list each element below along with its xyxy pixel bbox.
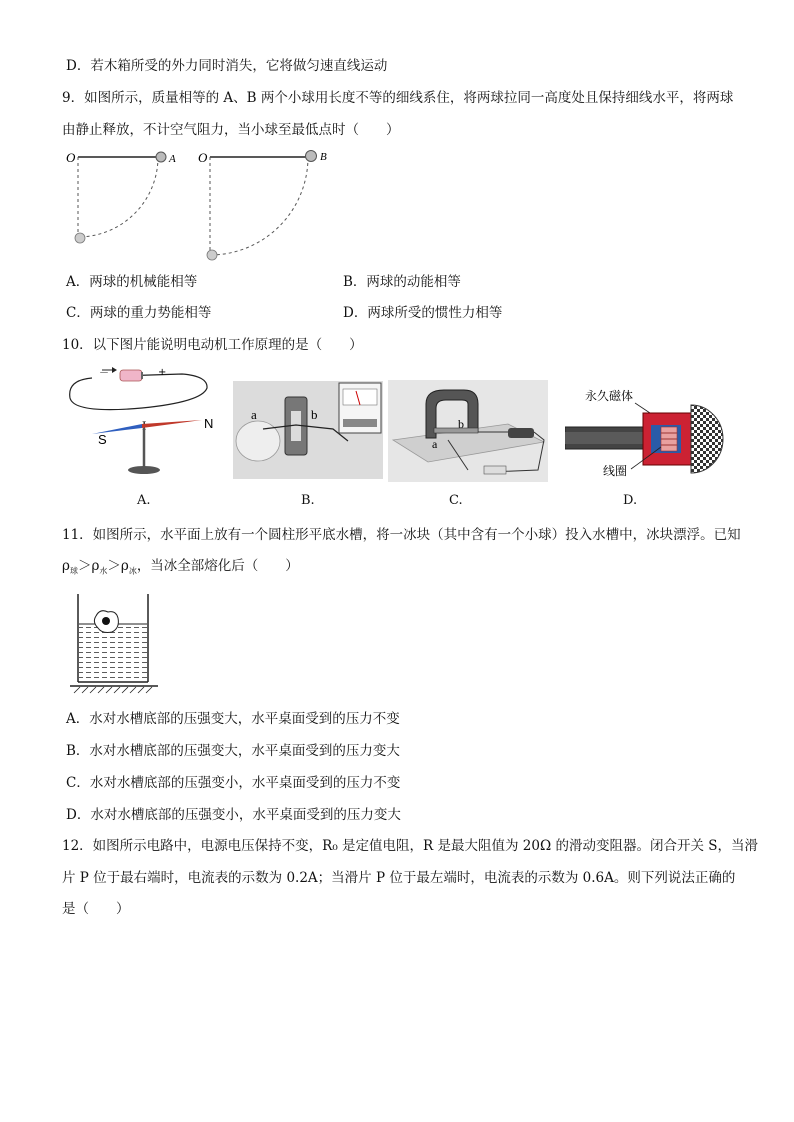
q10d-label-magnet: 永久磁体 <box>585 389 634 403</box>
q9-option-b: B．两球的动能相等 <box>343 274 461 290</box>
q10a-label-s: S <box>98 432 107 447</box>
q10-figure-b <box>233 381 383 479</box>
q9-label-b: B <box>320 151 327 163</box>
q10c-rod <box>434 428 478 433</box>
q10c-label-b: b <box>458 417 464 431</box>
q10d-mesh-head <box>691 405 723 473</box>
q9-stem-line2: 由静止释放，不计空气阻力，当小球至最低点时（ ） <box>62 122 400 138</box>
q9-label-o1: O <box>66 150 76 165</box>
q11-water-tank-figure <box>70 590 160 694</box>
q10-figure-d <box>565 385 725 480</box>
q9-option-d: D．两球所受的惯性力相等 <box>343 305 503 321</box>
q10a-needle-n <box>142 420 202 428</box>
q11-small-ball <box>102 617 110 625</box>
q10-caption-c: C. <box>449 493 463 508</box>
q10b-hand <box>236 421 280 461</box>
q10-figure-a <box>62 362 222 480</box>
q9-ball-a <box>156 152 166 162</box>
q10-caption-a: A. <box>137 493 151 508</box>
q10-figure-c <box>388 380 548 482</box>
q10-stem: 10．以下图片能说明电动机工作原理的是（ ） <box>62 337 363 353</box>
q9-ball-b-bottom <box>207 250 217 260</box>
q10a-base <box>128 466 160 474</box>
q10b-label-b: b <box>311 407 318 422</box>
q10a-battery <box>120 370 142 381</box>
q10d-label-coil: 线圈 <box>603 464 628 478</box>
q11-option-d: D．水对水槽底部的压强变小，水平桌面受到的压力变大 <box>66 807 401 823</box>
q12-stem-line1: 12．如图所示电路中，电源电压保持不变，R₀ 是定值电阻，R 是最大阻值为 20Ω 的滑动变阻器。闭合开关 S，当滑 <box>62 838 758 854</box>
q9-label-o2: O <box>198 150 208 165</box>
q10c-switch <box>484 466 506 474</box>
q10-caption-b: B. <box>301 493 315 508</box>
q12-stem-line3: 是（ ） <box>62 901 130 917</box>
q11-stem-line2: $\rho_球>\rho_水>\rho_冰$，当冰全部熔化后（ ） <box>62 558 299 576</box>
svg-text:+: + <box>158 367 167 378</box>
q10a-label-n: N <box>204 416 214 431</box>
q9-arc-b <box>210 157 308 255</box>
q9-pendulum-figure <box>60 142 350 262</box>
q12-stem-line2: 片 P 位于最右端时，电流表的示数为 0.2A；当滑片 P 位于最左端时，电流表的示数为 0.6A。则下列说法正确的 <box>62 870 736 886</box>
q11-stem-line1: 11．如图所示，水平面上放有一个圆柱形平底水槽，将一冰块（其中含有一个小球）投入水槽中，冰块漂浮。已知 <box>62 527 741 543</box>
q8-option-d: D．若木箱所受的外力同时消失，它将做匀速直线运动 <box>66 58 388 74</box>
q9-option-a: A．两球的机械能相等 <box>66 274 198 290</box>
q10-caption-d: D. <box>623 493 638 508</box>
q11-table-hatch <box>74 687 152 693</box>
q9-option-c: C．两球的重力势能相等 <box>66 305 212 321</box>
q11-option-c: C．水对水槽底部的压强变小，水平桌面受到的压力不变 <box>66 775 401 791</box>
q9-label-a: A <box>169 153 176 165</box>
q9-arc-a <box>78 157 158 237</box>
q10c-label-a: a <box>432 437 438 451</box>
q10b-label-a: a <box>251 407 257 422</box>
q10c-battery <box>508 428 534 438</box>
q9-stem-line1: 9．如图所示，质量相等的 A、B 两个小球用长度不等的细线系住，将两球拉同一高度处且保持细线水平，将两球 <box>62 90 734 106</box>
q11-option-a: A．水对水槽底部的压强变大，水平桌面受到的压力不变 <box>66 711 400 727</box>
q11-option-b: B．水对水槽底部的压强变大，水平桌面受到的压力变大 <box>66 743 400 759</box>
q9-ball-a-bottom <box>75 233 85 243</box>
q9-ball-b <box>306 151 317 162</box>
q11-water <box>79 624 147 682</box>
svg-text:－: － <box>99 368 109 379</box>
